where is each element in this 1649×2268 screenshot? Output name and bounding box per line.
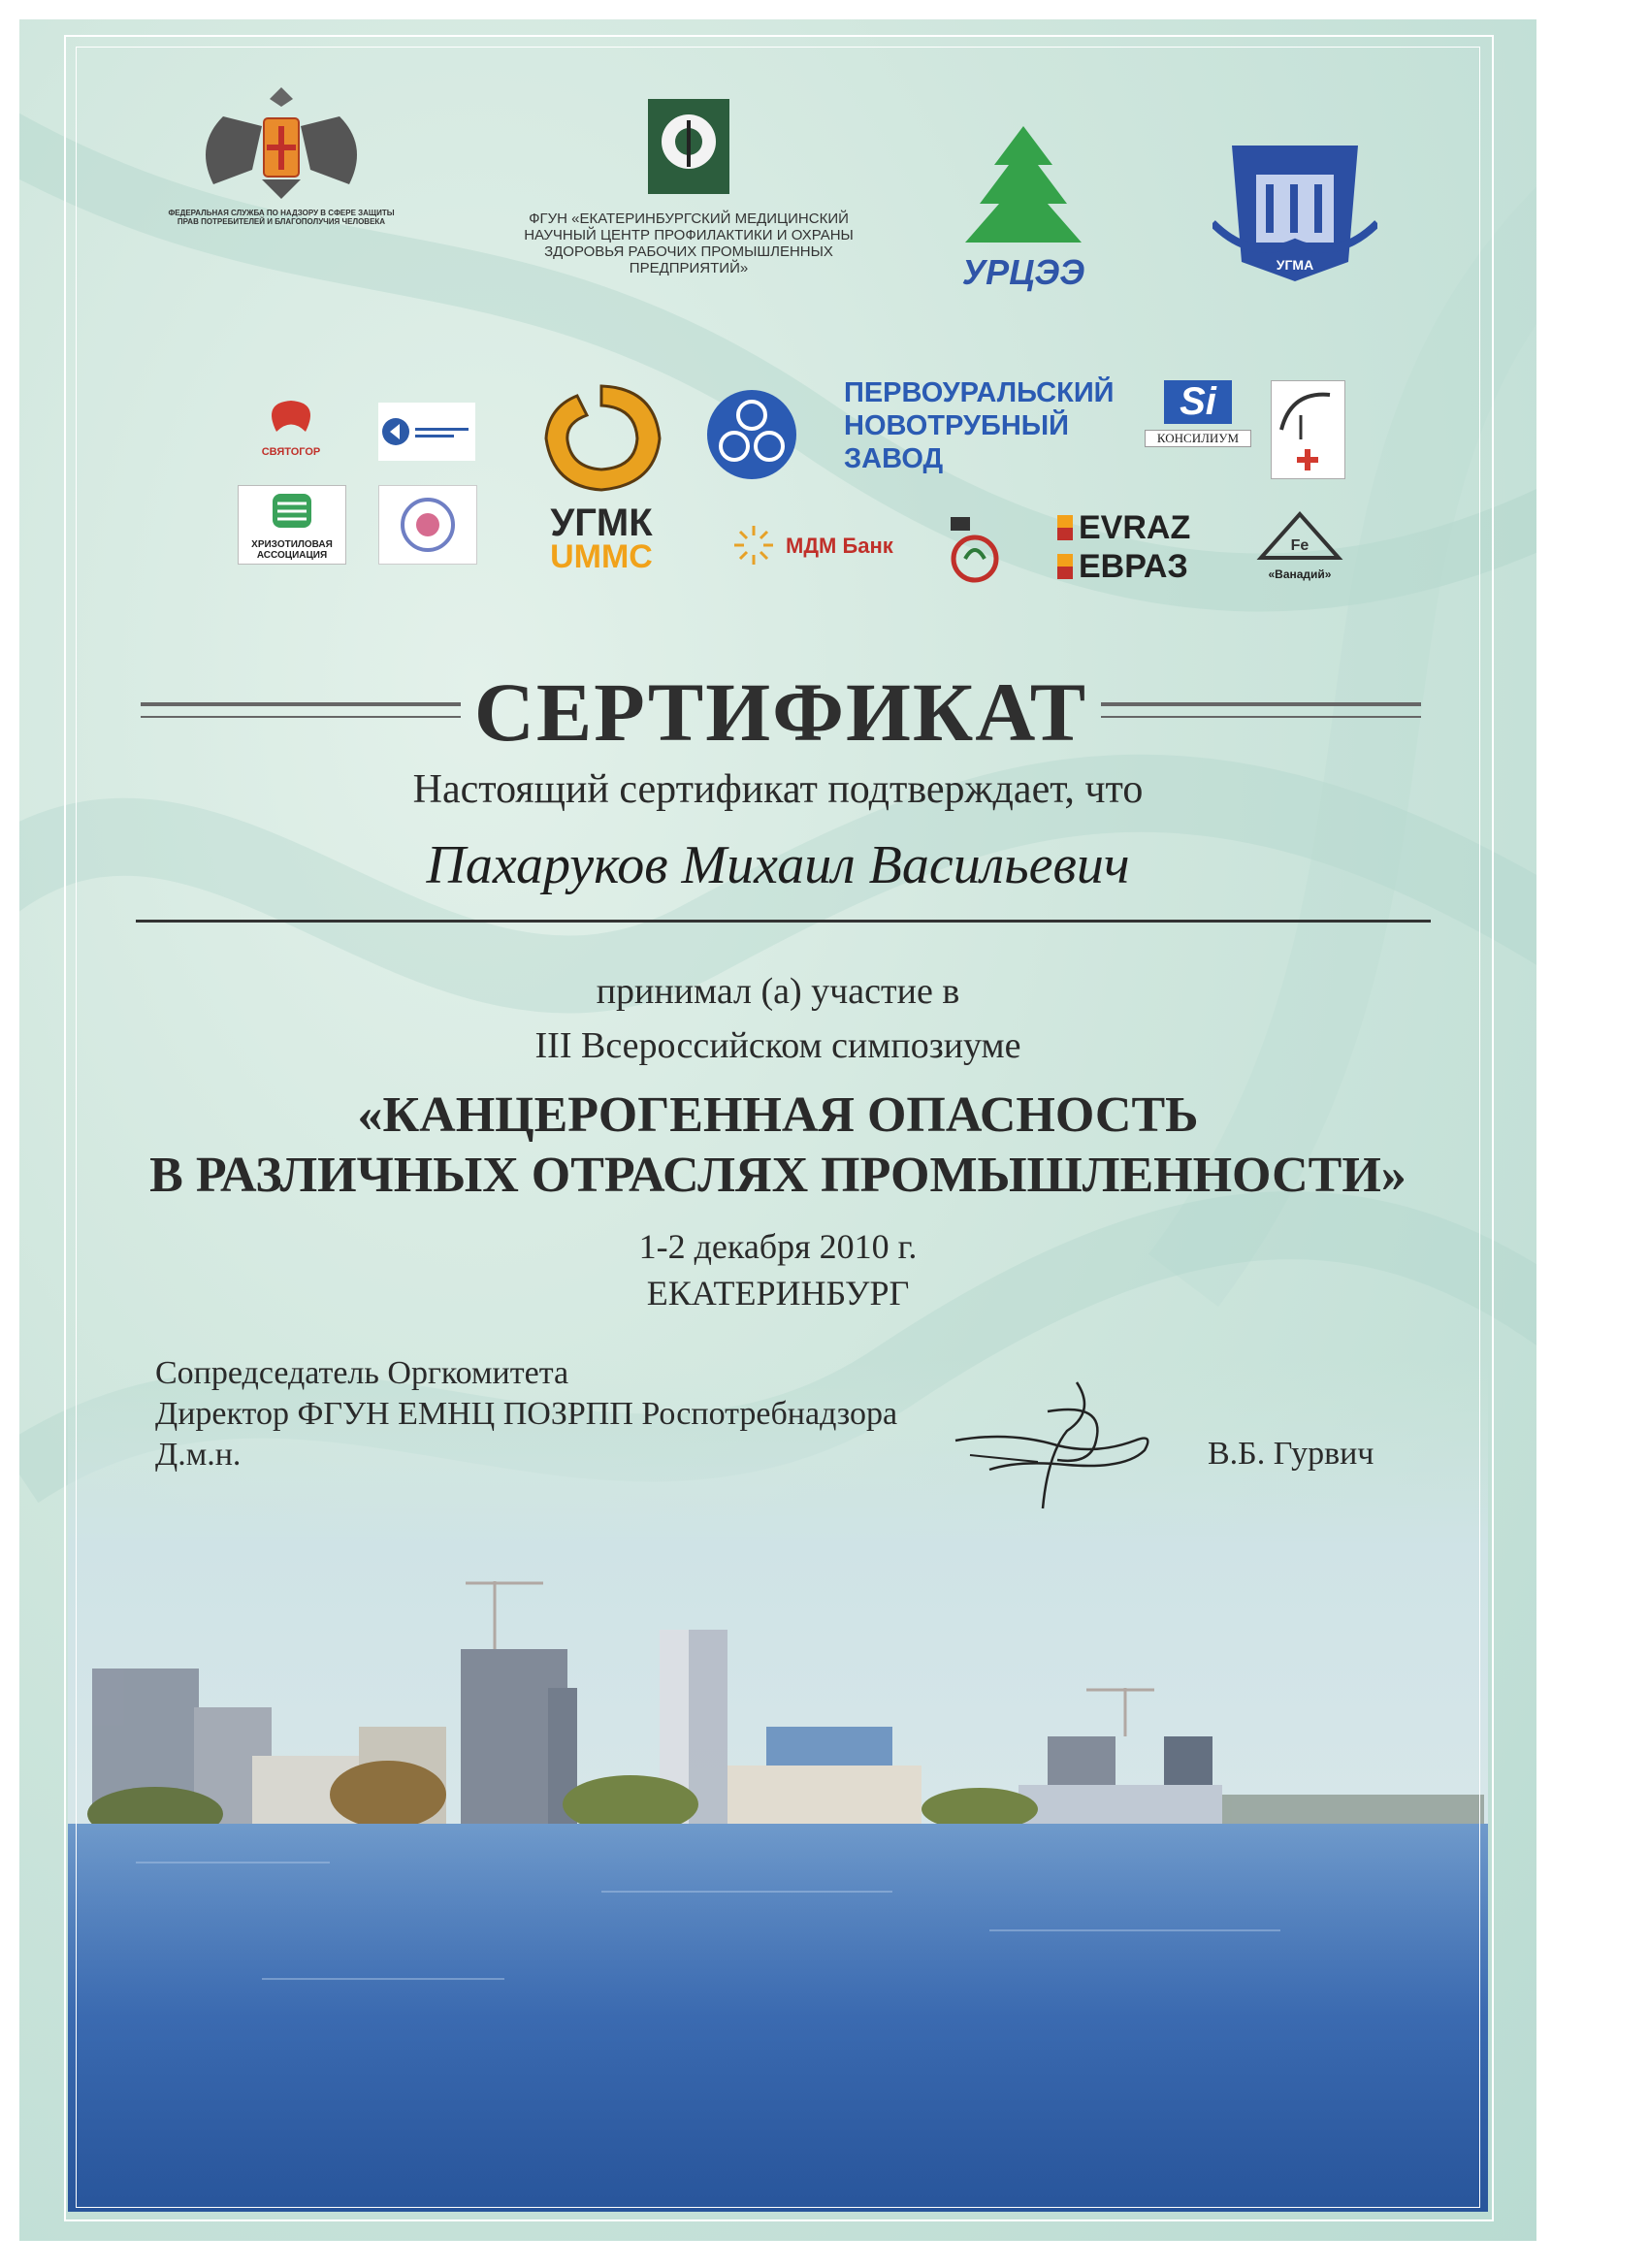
ummc-label: UMMC [550,538,653,575]
caduceus-icon [379,486,476,564]
rospotrebnadzor-logo [165,78,398,243]
svyatogor-logo [247,393,335,470]
event-city: ЕКАТЕРИНБУРГ [646,1274,910,1312]
round-emblem-logo [946,512,1004,585]
event-dates: 1-2 декабря 2010 г. [638,1227,918,1266]
pervouralsk-label: ПЕРВОУРАЛЬСКИЙ НОВОТРУБНЫЙ ЗАВОД [844,377,1115,474]
rospotrebnadzor-caption: ФЕДЕРАЛЬНАЯ СЛУЖБА ПО НАДЗОРУ В СФЕРЕ ЗАЩИТЫ ПРАВ ПОТРЕБИТЕЛЕЙ И БЛАГОПОЛУЧИЯ ЧЕЛОВЕКА [168,209,395,226]
evraz-logo [1057,509,1222,587]
chrysotile-label: ХРИЗОТИЛОВАЯ АССОЦИАЦИЯ [251,539,333,561]
signature-role-1: Сопредседатель Оргкомитета [155,1355,569,1391]
arrow-emblem-icon [378,403,475,461]
ugma-label: УГМА [1276,257,1314,273]
blue-arrow-logo [378,403,475,461]
fgun-emblem-icon [524,99,854,206]
chrysotile-emblem-icon [239,486,345,535]
evraz-mark-icon [1057,515,1073,540]
eagle-emblem-icon [165,78,398,204]
fgun-logo [524,99,854,322]
chrysotile-logo [238,485,346,565]
mdm-bank-label: МДМ Банк [786,534,893,558]
event-type-text: III Всероссийском симпозиуме [534,1025,1021,1066]
si-label: Si [1164,380,1232,424]
medical-logo [378,485,477,565]
certificate-sheet [19,19,1536,2241]
antenna-logo [1271,380,1345,479]
participated-text: принимал (а) участие в [596,971,960,1012]
ugmk-swirl-icon [529,378,674,500]
consilium-logo [1145,380,1251,477]
fgun-caption: ФГУН «ЕКАТЕРИНБУРГСКИЙ МЕДИЦИНСКИЙ НАУЧНЫЙ ЦЕНТР ПРОФИЛАКТИКИ И ОХРАНЫ ЗДОРОВЬЯ РАБОЧИХ ПРОМЫШЛЕННЫХ ПРЕДПРИЯТИЙ» [524,211,854,276]
round-emblem-icon [946,512,1004,585]
signer-name: В.Б. Гурвич [1208,1436,1374,1472]
signature-role-2: Директор ФГУН ЕМНЦ ПОЗРПП Роспотребнадзора [155,1396,898,1432]
ugmk-logo [529,378,674,575]
title-block [141,665,1421,759]
urcee-logo [951,121,1096,306]
triangle-fe-icon [1246,509,1353,563]
title-rule-right [1101,702,1421,718]
satellite-dish-icon [1272,381,1344,478]
ugma-logo [1212,126,1377,301]
evraz-cyr-label: ЕВРАЗ [1079,548,1188,585]
vanadiy-logo [1246,509,1353,587]
signature-block [155,1353,897,1475]
evraz-mark-icon-2 [1057,554,1073,579]
evraz-lat-label: EVRAZ [1079,509,1191,546]
svyatogor-label: СВЯТОГОР [261,446,321,458]
fir-tree-icon [951,121,1096,247]
sun-rays-icon [732,524,775,567]
name-underline [136,920,1431,923]
title-rule-left [141,702,461,718]
pipe-plant-emblem [703,386,800,483]
pipes-circle-icon [703,386,800,483]
certificate-title: СЕРТИФИКАТ [473,665,1088,759]
vanadiy-label: «Ванадий» [1268,567,1332,581]
signature-degree: Д.м.н. [155,1437,242,1473]
mdm-bank-logo [732,524,926,572]
svyatogor-emblem-icon [247,393,335,441]
consilium-label: КОНСИЛИУМ [1145,430,1251,447]
ugmk-label: УГМК [550,502,653,544]
svg-text:Fe: Fe [1290,537,1310,554]
urcee-label: УРЦЭЭ [961,252,1085,292]
intro-text: Настоящий сертификат подтверждает, что [412,767,1144,812]
event-title-line1: «КАНЦЕРОГЕННАЯ ОПАСНОСТЬ [357,1087,1199,1143]
recipient-name: Пахаруков Михаил Васильевич [426,835,1130,895]
handwritten-signature [951,1373,1183,1518]
event-title-line2: В РАЗЛИЧНЫХ ОТРАСЛЯХ ПРОМЫШЛЕННОСТИ» [149,1148,1406,1203]
